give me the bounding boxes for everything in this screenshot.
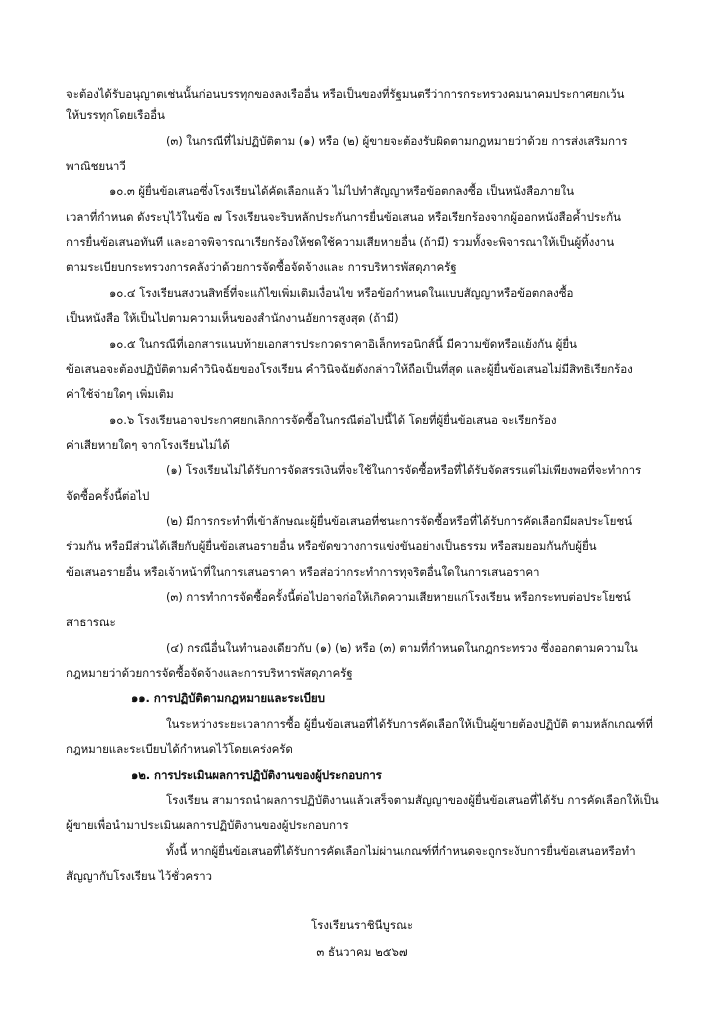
- clause-10-5: ๑๐.๕ ในกรณีที่เอกสารแนบท้ายเอกสารประกวดราคาอิเล็กทรอนิกส์นี้ มีความขัดหรือแย้งกัน ผู้ยื่น: [109, 337, 577, 351]
- paragraph-line: ร่วมกัน หรือมีส่วนได้เสียกับผู้ยื่นข้อเสนอรายอื่น หรือขัดขวางการแข่งขันอย่างเป็นธรรม หรือสมยอมกันกับผู้ยื่น: [66, 539, 597, 553]
- paragraph-line: เวลาที่กำหนด ดังระบุไว้ในข้อ ๗ โรงเรียนจะริบหลักประกันการยื่นข้อเสนอ หรือเรียกร้องจากผู้ออกหนังสือค้ำประกัน: [66, 210, 621, 224]
- paragraph-line: ข้อเสนอรายอื่น หรือเจ้าหน้าที่ในการเสนอราคา หรือส่อว่ากระทำการทุจริตอื่นใดในการเสนอราคา: [66, 565, 540, 579]
- paragraph-line: พาณิชยนาวี: [66, 159, 126, 173]
- paragraph-line: สัญญากับโรงเรียน ไว้ชั่วคราว: [66, 869, 212, 883]
- document-date: ๓ ธันวาคม ๒๕๖๗: [316, 945, 408, 959]
- paragraph-line: โรงเรียน สามารถนำผลการปฏิบัติงานแล้วเสร็จตามสัญญาของผู้ยื่นข้อเสนอที่ได้รับ การคัดเลือกให้เป็น: [166, 793, 659, 807]
- sub-item-1: (๑) โรงเรียนไม่ได้รับการจัดสรรเงินที่จะใช้ในการจัดซื้อหรือที่ได้รับจัดสรรแต่ไม่เพียงพอที่จะทำการ: [166, 463, 642, 477]
- sub-item-2: (๒) มีการกระทำที่เข้าลักษณะผู้ยื่นข้อเสนอที่ชนะการจัดซื้อหรือที่ได้รับการคัดเลือกมีผลประโยชน์: [166, 514, 632, 528]
- section-heading-12: ๑๒. การประเมินผลการปฏิบัติงานของผู้ประกอบการ: [131, 768, 382, 782]
- paragraph-line: ทั้งนี้ หากผู้ยื่นข้อเสนอที่ได้รับการคัดเลือกไม่ผ่านเกณฑ์ที่กำหนดจะถูกระงับการยื่นข้อเสนอหรือทำ: [166, 844, 636, 858]
- clause-10-4: ๑๐.๔ โรงเรียนสงวนสิทธิ์ที่จะแก้ไขเพิ่มเติมเงื่อนไข หรือข้อกำหนดในแบบสัญญาหรือข้อตกลงซื้อ: [109, 286, 574, 300]
- clause-10-6: ๑๐.๖ โรงเรียนอาจประกาศยกเลิกการจัดซื้อในกรณีต่อไปนี้ได้ โดยที่ผู้ยื่นข้อเสนอ จะเรียกร้อง: [109, 413, 557, 427]
- paragraph-line: (๓) ในกรณีที่ไม่ปฏิบัติตาม (๑) หรือ (๒) ผู้ขายจะต้องรับผิดตามกฎหมายว่าด้วย การส่งเสริมการ: [166, 134, 628, 148]
- paragraph-line: ค่าเสียหายใดๆ จากโรงเรียนไม่ได้: [66, 438, 230, 452]
- paragraph-line: ในระหว่างระยะเวลาการซื้อ ผู้ยื่นข้อเสนอที่ได้รับการคัดเลือกให้เป็นผู้ขายต้องปฏิบัติ ตามหลักเกณฑ์ที่: [166, 717, 653, 731]
- paragraph-line: กฎหมายและระเบียบได้กำหนดไว้โดยเคร่งครัด: [66, 742, 293, 756]
- section-heading-11: ๑๑. การปฏิบัติตามกฎหมายและระเบียบ: [131, 691, 325, 705]
- paragraph-line: การยื่นข้อเสนอทันที และอาจพิจารณาเรียกร้องให้ชดใช้ความเสียหายอื่น (ถ้ามี) รวมทั้งจะพิจารณาให้เป็นผู้ทิ้งงาน: [66, 235, 615, 249]
- paragraph-line: จัดซื้อครั้งนี้ต่อไป: [66, 489, 150, 503]
- sub-item-4: (๔) กรณีอื่นในทำนองเดียวกับ (๑) (๒) หรือ (๓) ตามที่กำหนดในกฎกระทรวง ซึ่งออกตามความใน: [166, 641, 638, 655]
- paragraph-line: ค่าใช้จ่ายใดๆ เพิ่มเติม: [66, 387, 174, 401]
- paragraph-line: ผู้ขายเพื่อนำมาประเมินผลการปฏิบัติงานของผู้ประกอบการ: [66, 818, 349, 832]
- paragraph-line: ตามระเบียบกระทรวงการคลังว่าด้วยการจัดซื้อจัดจ้างและ การบริหารพัสดุภาครัฐ: [66, 260, 457, 274]
- paragraph-line: กฎหมายว่าด้วยการจัดซื้อจัดจ้างและการบริหารพัสดุภาครัฐ: [66, 666, 353, 680]
- paragraph-line: จะต้องได้รับอนุญาตเช่นนั้นก่อนบรรทุกของลงเรืออื่น หรือเป็นของที่รัฐมนตรีว่าการกระทรวงคมนาคมประกาศยกเว้น: [66, 87, 625, 101]
- clause-10-3: ๑๐.๓ ผู้ยื่นข้อเสนอซึ่งโรงเรียนได้คัดเลือกแล้ว ไม่ไปทำสัญญาหรือข้อตกลงซื้อ เป็นหนังสือภายใน: [109, 184, 574, 198]
- sub-item-3: (๓) การทำการจัดซื้อครั้งนี้ต่อไปอาจก่อให้เกิดความเสียหายแก่โรงเรียน หรือกระทบต่อประโยชน์: [166, 590, 631, 604]
- paragraph-line: ให้บรรทุกโดยเรืออื่น: [66, 108, 165, 122]
- paragraph-line: ข้อเสนอจะต้องปฏิบัติตามคำวินิจฉัยของโรงเรียน คำวินิจฉัยดังกล่าวให้ถือเป็นที่สุด และผู้ยื่นข้อเสนอไม่มีสิทธิเรียกร้อง: [66, 362, 633, 376]
- paragraph-line: สาธารณะ: [66, 615, 116, 629]
- paragraph-line: เป็นหนังสือ ให้เป็นไปตามความเห็นของสำนักงานอัยการสูงสุด (ถ้ามี): [66, 311, 399, 325]
- school-name: โรงเรียนราชินีบูรณะ: [310, 918, 414, 932]
